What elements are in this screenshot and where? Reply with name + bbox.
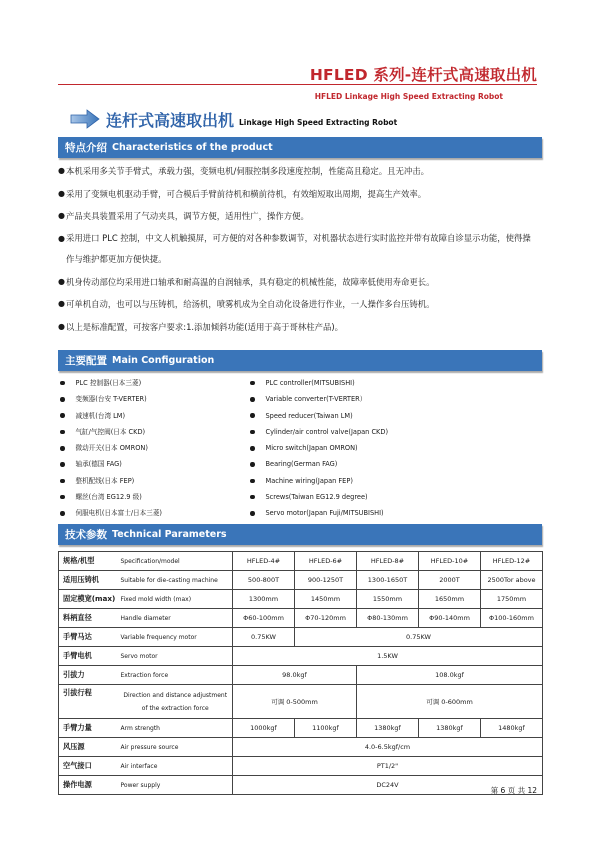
- table-row: 料柄直径 Handle diameter Φ60-100mm Φ70-120mm Φ80-130mm Φ90-140mm Φ100-160mm: [59, 609, 543, 628]
- config-item-cn: 变频器(台安 T-VERTER): [60, 391, 250, 407]
- feature-item: ● 产品夹具装置采用了气动夹具，调节方便，适用性广，操作方便。: [58, 211, 309, 222]
- config-item-en: Servo motor(Japan Fuji/MITSUBISHI): [250, 505, 540, 521]
- heading-chinese: 连杆式高速取出机: [106, 110, 235, 130]
- table-row: 固定模宽(max) Fixed mold width (max) 1300mm 1450mm 1550mm 1650mm 1750mm: [59, 590, 543, 609]
- section-features-bar: [58, 137, 542, 158]
- config-item-cn: 整机配线(日本 FEP): [60, 473, 250, 489]
- table-row: 引拔行程 Direction and distance adjustment of the extraction force 可调 0-500mm 可调 0-600mm: [59, 685, 543, 719]
- config-item-cn: 气缸/气控阀(日本 CKD): [60, 424, 250, 440]
- section-specs-cn: 技术参数: [65, 529, 107, 541]
- page-heading: [70, 106, 397, 132]
- header-subtitle: HFLED Linkage High Speed Extracting Robot: [314, 92, 503, 101]
- section-specs-en: Technical Parameters: [112, 529, 227, 540]
- config-item-en: Cylinder/air control valve(Japan CKD): [250, 424, 540, 440]
- table-row: 手臂电机 Servo motor 1.5KW: [59, 647, 543, 666]
- feature-item: ● 可单机自动，也可以与压铸机，给汤机，喷雾机成为全自动化设备进行作业，一人操作多台压铸机。: [58, 299, 435, 310]
- config-item-cn: 伺服电机(日本富士/日本三菱): [60, 505, 250, 521]
- table-row: 规格/机型 Specification/model HFLED-4# HFLED-6# HFLED-8# HFLED-10# HFLED-12#: [59, 552, 543, 571]
- feature-item: ● 采用了变频电机驱动手臂，可合模后手臂前待机和横前待机，有效缩短取出周期，提高生产效率。: [58, 188, 427, 199]
- table-row: 空气接口 Air interface PT1/2": [59, 757, 543, 776]
- config-item-en: Speed reducer(Taiwan LM): [250, 408, 540, 424]
- section-specs-bar: [58, 524, 542, 545]
- section-features-cn: 特点介绍: [65, 142, 107, 154]
- header-title: HFLED 系列-连杆式高速取出机: [309, 66, 537, 84]
- page-number: 第 6 页 共 12: [490, 786, 537, 795]
- table-row: 适用压铸机 Suitable for die-casting machine 500-800T 900-1250T 1300-1650T 2000T 2500Tor above: [59, 571, 543, 590]
- table-row: 手臂马达 Variable frequency motor 0.75KW 0.75KW: [59, 628, 543, 647]
- table-row: 引拔力 Extraction force 98.0kgf 108.0kgf: [59, 666, 543, 685]
- header-divider: [58, 84, 537, 85]
- section-config-en: Main Configuration: [112, 355, 215, 366]
- config-item-cn: 减速机(台湾 LM): [60, 408, 250, 424]
- table-row: 操作电源 Power supply DC24V: [59, 776, 543, 795]
- config-column-en: [250, 375, 540, 522]
- arrow-right-icon: [70, 108, 100, 130]
- table-row: 风压源 Air pressure source 4.0-6.5kgf/cm: [59, 738, 543, 757]
- config-item-cn: 螺丝(台湾 EG12.9 级): [60, 489, 250, 505]
- features-list: [58, 160, 542, 339]
- config-item-en: PLC controller(MITSUBISHI): [250, 375, 540, 391]
- config-list: [60, 375, 540, 522]
- config-item-en: Variable converter(T-VERTER）: [250, 391, 540, 407]
- spec-table: [58, 551, 543, 795]
- section-config-bar: [58, 350, 542, 371]
- config-item-cn: 微动开关(日本 OMRON): [60, 440, 250, 456]
- config-item-cn: PLC 控制器(日本三菱): [60, 375, 250, 391]
- config-item-cn: 轴承(德国 FAG): [60, 456, 250, 472]
- config-item-en: Screws(Taiwan EG12.9 degree): [250, 489, 540, 505]
- section-features-en: Characteristics of the product: [112, 142, 273, 153]
- config-column-cn: [60, 375, 250, 522]
- table-row: 手臂力量 Arm strength 1000kgf 1100kgf 1380kgf 1380kgf 1480kgf: [59, 719, 543, 738]
- config-item-en: Machine wiring(Japan FEP): [250, 473, 540, 489]
- config-item-en: Micro switch(Japan OMRON): [250, 440, 540, 456]
- feature-item: ● 采用进口 PLC 控制，中文人机触摸屏，可方便的对各种参数调节，对机器状态进行实时监控并带有故障自诊显示功能，使得操作与维护都更加方便快捷。: [58, 232, 531, 265]
- feature-item: ● 本机采用多关节手臂式，承载力强，变频电机/伺服控制多段速度控制，性能高且稳定。且无冲击。: [58, 166, 429, 176]
- config-item-en: Bearing(German FAG): [250, 456, 540, 472]
- heading-english: Linkage High Speed Extracting Robot: [239, 117, 398, 127]
- feature-item: ● 机身传动部位均采用进口轴承和耐高温的自润轴承，具有稳定的机械性能，故障率低使用寿命更长。: [58, 276, 435, 287]
- section-config-cn: 主要配置: [65, 355, 107, 367]
- feature-item: ● 以上是标准配置，可按客户要求:1.添加倾斜功能(适用于高于哥林柱产品)。: [58, 321, 343, 332]
